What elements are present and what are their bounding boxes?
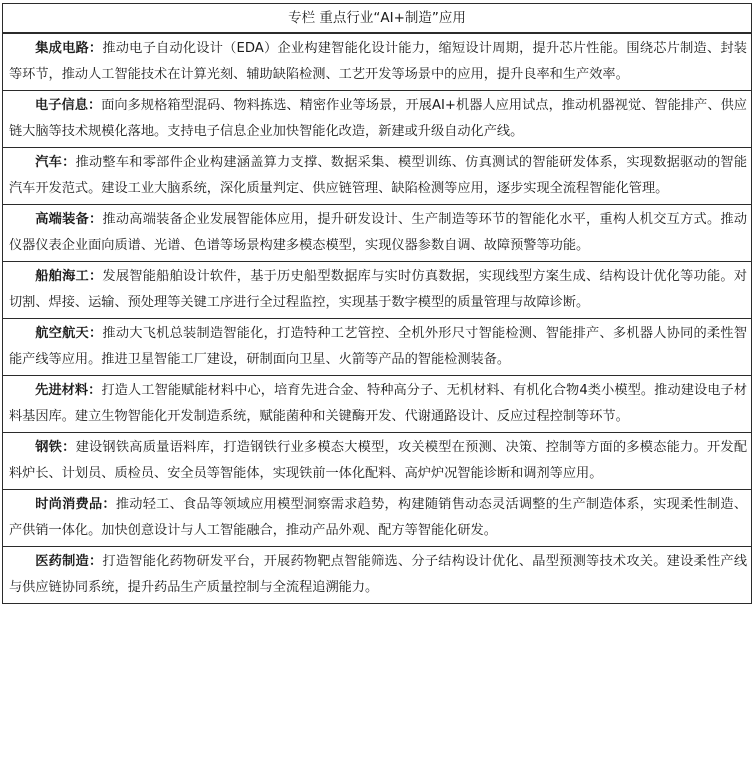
section-body: 打造人工智能赋能材料中心，培育先进合金、特种高分子、无机材料、有机化合物4类小模型。推动建设电子材料基因库。建立生物智能化开发制造系统，赋能菌种和关键酶开发、代谢通路设计、反应过程控制等环节。 (9, 383, 748, 424)
section-title: 时尚消费品： (35, 497, 116, 512)
section-body: 建设钢铁高质量语料库，打造钢铁行业多模态大模型，攻关模型在预测、决策、控制等方面的多模态能力。开发配料炉长、计划员、质检员、安全员等智能体，实现铁前一体化配料、高炉炉况智能诊断和调剂等应用。 (9, 440, 748, 481)
section-steel (3, 432, 751, 489)
section-title: 高端装备： (35, 212, 103, 227)
section-advanced-materials (3, 375, 751, 432)
column-box (2, 3, 752, 604)
section-electronic-information (3, 90, 751, 147)
section-title: 先进材料： (35, 383, 102, 398)
section-title: 船舶海工： (35, 269, 103, 284)
section-body: 打造智能化药物研发平台，开展药物靶点智能筛选、分子结构设计优化、晶型预测等技术攻关。建设柔性产线与供应链协同系统，提升药品生产质量控制与全流程追溯能力。 (9, 554, 748, 595)
section-title: 钢铁： (35, 440, 76, 455)
section-high-end-equipment (3, 204, 751, 261)
section-pharmaceutical-manufacturing (3, 546, 751, 603)
section-title: 汽车： (35, 155, 76, 170)
column-caption: 专栏 重点行业“AI+制造”应用 (3, 4, 751, 33)
section-aerospace (3, 318, 751, 375)
section-title: 航空航天： (35, 326, 103, 341)
section-body: 推动大飞机总装制造智能化，打造特种工艺管控、全机外形尺寸智能检测、智能排产、多机器人协同的柔性智能产线等应用。推进卫星智能工厂建设，研制面向卫星、火箭等产品的智能检测装备。 (9, 326, 748, 367)
section-body: 面向多规格箱型混码、物料拣选、精密作业等场景，开展AI+机器人应用试点，推动机器视觉、智能排产、供应链大脑等技术规模化落地。支持电子信息企业加快智能化改造，新建或升级自动化产线。 (9, 98, 747, 139)
section-automotive (3, 147, 751, 204)
section-title: 集成电路： (35, 41, 103, 56)
section-integrated-circuits (3, 33, 751, 90)
section-body: 推动整车和零部件企业构建涵盖算力支撑、数据采集、模型训练、仿真测试的智能研发体系，实现数据驱动的智能汽车开发范式。建设工业大脑系统，深化质量判定、供应链管理、缺陷检测等应用，逐步实现全流程智能化管理。 (9, 155, 748, 196)
section-shipbuilding-offshore (3, 261, 751, 318)
section-fashion-consumer-goods (3, 489, 751, 546)
section-body: 推动高端装备企业发展智能体应用，提升研发设计、生产制造等环节的智能化水平，重构人机交互方式。推动仪器仪表企业面向质谱、光谱、色谱等场景构建多模态模型，实现仪器参数自调、故障预警等功能。 (9, 212, 748, 253)
section-body: 推动轻工、食品等领域应用模型洞察需求趋势，构建随销售动态灵活调整的生产制造体系，实现柔性制造、产供销一体化。加快创意设计与人工智能融合，推动产品外观、配方等智能化研发。 (9, 497, 748, 538)
section-title: 电子信息： (35, 98, 102, 113)
section-body: 发展智能船舶设计软件，基于历史船型数据库与实时仿真数据，实现线型方案生成、结构设计优化等功能。对切割、焊接、运输、预处理等关键工序进行全过程监控，实现基于数字模型的质量管理与故障诊断。 (9, 269, 748, 310)
section-body: 推动电子自动化设计（EDA）企业构建智能化设计能力，缩短设计周期，提升芯片性能。围绕芯片制造、封装等环节，推动人工智能技术在计算光刻、辅助缺陷检测、工艺开发等场景中的应用，提升良率和生产效率。 (9, 41, 747, 82)
section-title: 医药制造： (35, 554, 103, 569)
